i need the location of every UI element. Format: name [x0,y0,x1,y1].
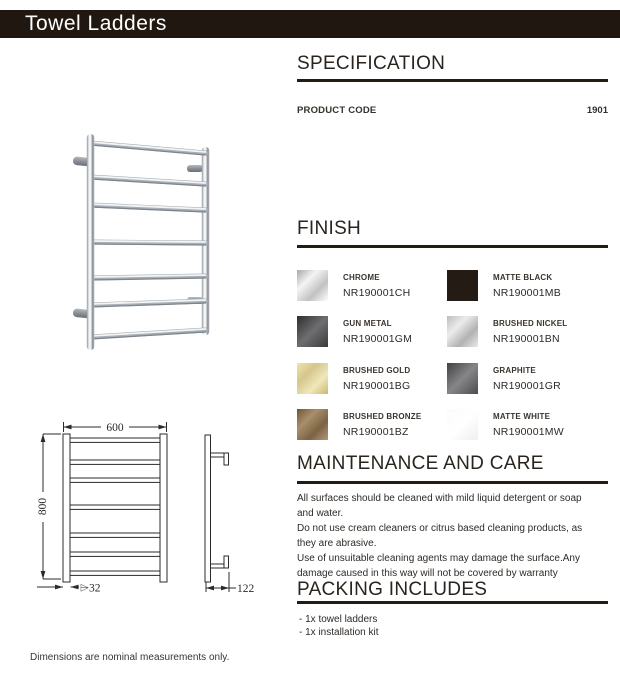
packing-heading: PACKING INCLUDES [297,579,488,600]
left-rail [87,134,95,350]
chrome-swatch [297,270,328,301]
maintenance-rule [297,481,608,484]
dimension-drawing [25,412,280,607]
product-code-row [297,105,608,116]
brushed-gold-swatch [297,363,328,394]
finish-code: NR190001MB [493,287,561,299]
finish-option-matte-black [447,270,608,316]
width-dimension-label: 600 [106,422,124,434]
packing-item: - 1x installation kit [299,626,379,638]
matte-white-swatch [447,409,478,440]
finish-option-matte-white [447,409,608,455]
page-title: Towel Ladders [25,12,167,35]
depth-dimension-label: 122 [237,583,255,595]
front-view-rungs [70,438,160,575]
finish-code: NR190001BG [343,379,411,392]
brushed-nickel-swatch [447,316,478,347]
side-view-rail [205,435,211,582]
finish-code: NR190001GM [343,333,413,346]
maintenance-line: Do not use cream cleaners or citrus based cleaning products, as [297,523,583,534]
finish-code: NR190001BN [493,333,560,346]
diameter-dimension-label: ⌲32 [80,582,101,595]
dimensions-note: Dimensions are nominal measurements only. [30,652,230,663]
finish-option-brushed-nickel [447,316,608,362]
finish-name: GRAPHITE [493,365,536,375]
maintenance-line: damage caused in this way will not be covered by warranty [297,568,558,579]
finish-rule [297,245,608,248]
specification-rule [297,79,608,82]
packing-rule [297,601,608,604]
product-code-value: 1901 [586,105,608,116]
finish-option-gun-metal [297,316,447,362]
brushed-bronze-swatch [297,409,328,440]
maintenance-line: they are abrasive. [297,538,377,549]
front-view-right-rail [160,434,167,582]
finish-option-brushed-bronze [297,409,447,455]
finish-name: GUN METAL [343,319,392,329]
gun-metal-swatch [297,316,328,347]
finish-name: MATTE BLACK [493,273,553,282]
finish-name: CHROME [343,273,380,282]
maintenance-text [297,491,613,581]
graphite-swatch [447,363,478,394]
matte-black-swatch [447,270,478,301]
maintenance-line: All surfaces should be cleaned with mild liquid detergent or soap [297,493,582,504]
finish-name: MATTE WHITE [493,411,551,421]
page-header [0,10,620,38]
finish-name: BRUSHED GOLD [343,365,411,375]
ladder-rungs [91,142,206,339]
finish-option-chrome [297,270,447,316]
maintenance-heading: MAINTENANCE AND CARE [297,453,544,474]
finish-code: NR190001GR [493,379,561,392]
height-dimension-label: 800 [37,497,49,516]
maintenance-line: and water. [297,508,344,519]
product-code-label: PRODUCT CODE [297,105,377,116]
finish-code: NR190001CH [343,287,411,299]
finish-code: NR190001BZ [343,425,409,438]
finish-swatch-grid [297,270,608,455]
specification-heading: SPECIFICATION [297,53,446,74]
packing-list [299,614,378,639]
finish-option-brushed-gold [297,363,447,409]
finish-name: BRUSHED BRONZE [343,411,422,421]
maintenance-line: Use of unsuitable cleaning agents may damage the surface.Any [297,553,580,564]
product-image-towel-ladder [55,120,255,355]
finish-code: NR190001MW [493,425,564,438]
finish-heading: FINISH [297,218,362,239]
packing-item: - 1x towel ladders [299,614,378,625]
side-view-brackets [211,453,229,568]
finish-option-graphite [447,363,608,409]
finish-name: BRUSHED NICKEL [493,319,568,329]
front-view-left-rail [63,434,70,582]
